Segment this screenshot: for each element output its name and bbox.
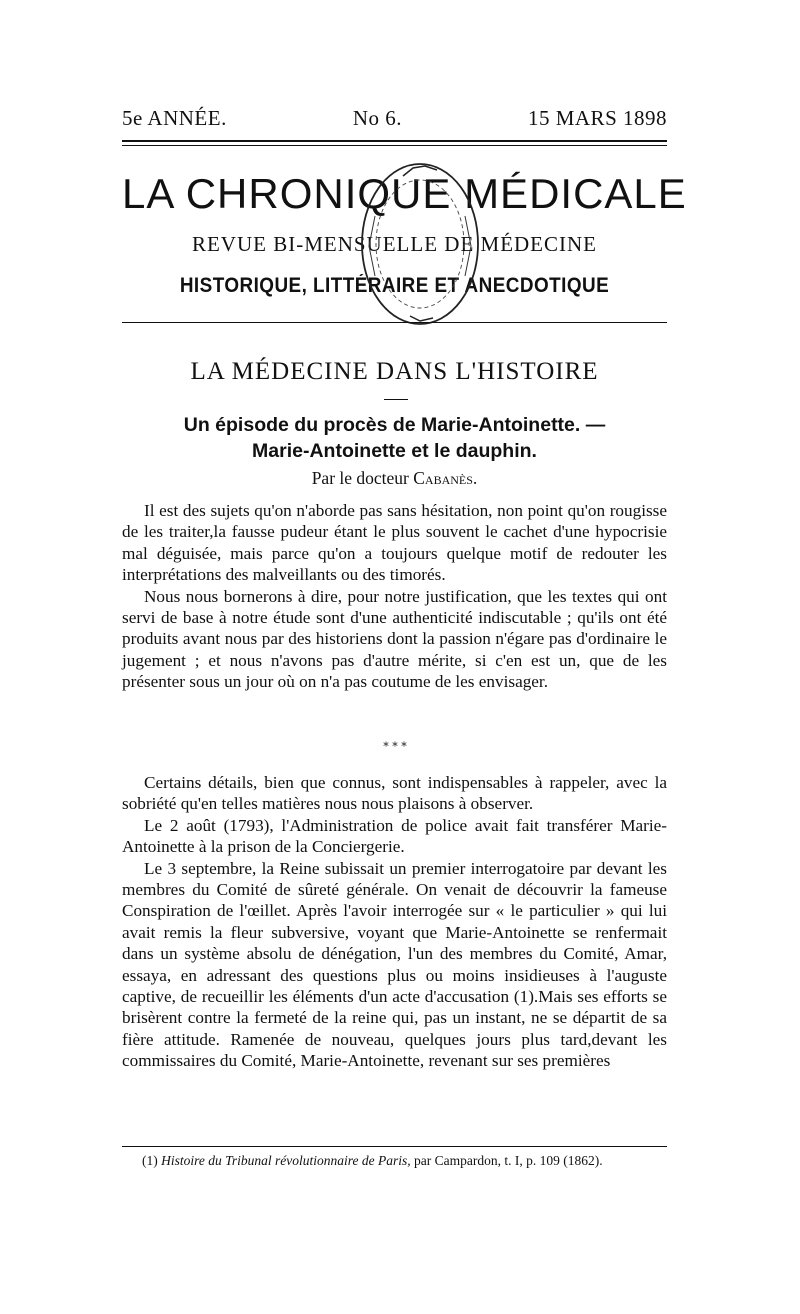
article-title bbox=[122, 412, 667, 464]
footnote-title: Histoire du Tribunal révolutionnaire de Paris, bbox=[161, 1153, 411, 1168]
footnote-rest: par Campardon, t. I, p. 109 (1862). bbox=[414, 1153, 603, 1168]
body-part-2 bbox=[122, 772, 667, 1072]
journal-subtitle-1: REVUE BI-MENSUELLE DE MÉDECINE bbox=[191, 232, 598, 256]
masthead-rule bbox=[122, 322, 667, 323]
byline bbox=[122, 468, 667, 489]
journal-title: LA CHRONIQUE MÉDICALE bbox=[122, 170, 687, 217]
footnote-marker: (1) bbox=[142, 1153, 158, 1168]
header-rule-top bbox=[122, 140, 667, 142]
body-part-1 bbox=[122, 500, 667, 693]
section-divider bbox=[384, 399, 408, 400]
paragraph: Le 2 août (1793), l'Administration de police avait fait transférer Marie-Antoinette à la prison de la Conciergerie. bbox=[122, 815, 667, 857]
footnote-rule bbox=[122, 1146, 667, 1147]
section-title: LA MÉDECINE DANS L'HISTOIRE bbox=[190, 358, 599, 385]
paragraph: Nous nous bornerons à dire, pour notre justification, que les textes qui ont servi de base à notre étude sont d'une authenticité indiscutable ; qu'ils ont été produits avant nous par des historiens dont la passion n'égare pas d'ordinaire le jugement ; et nous n'avons pas d'autre mérite, si c'en est un, que de les présenter sous un jour où on n'a pas coutume de les envisager. bbox=[122, 586, 667, 692]
paragraph: Il est des sujets qu'on n'aborde pas sans hésitation, non point qu'on rougisse de les traiter,la fausse pudeur étant le plus souvent le cachet d'une hypocrisie mal déguisée, mais parce qu'on a toujours quelque motif de redouter les interprétations des malveillants ou des timorés. bbox=[122, 501, 667, 585]
volume-year: 5e ANNÉE. bbox=[122, 106, 227, 130]
issue-date: 15 MARS 1898 bbox=[527, 106, 667, 130]
asterism-text: * * * bbox=[383, 740, 407, 753]
paragraph: Certains détails, bien que connus, sont indispensables à rappeler, avec la sobriété qu'en telles matières nous nous plaisons à observer. bbox=[122, 773, 667, 814]
byline-prefix: Par le docteur bbox=[311, 468, 409, 488]
running-head bbox=[122, 106, 667, 131]
byline-author: Cabanès. bbox=[413, 468, 478, 488]
journal-subtitle-2: HISTORIQUE, LITTÉRAIRE ET ANECDOTIQUE bbox=[179, 274, 610, 297]
article-title-line-1: Un épisode du procès de Marie-Antoinette. — bbox=[183, 414, 606, 436]
article-title-line-2: Marie-Antoinette et le dauphin. bbox=[252, 440, 537, 462]
issue-number: No 6. bbox=[352, 106, 402, 130]
paragraph: Le 3 septembre, la Reine subissait un premier interrogatoire par devant les membres du Comité de sûreté générale. On venait de découvrir la fameuse Conspiration de l'œillet. Après l'avoir interrogée sur « le particulier » qui lui avait remis la fleur subversive, voyant que Marie-Antoinette se renfermait dans un système absolu de dénégation, l'un des membres du Comité, Amar, essaya, en adressant des questions plus ou moins insidieuses à l'auguste captive, de recueillir les éléments d'un acte d'accusation (1).Mais ses efforts se brisèrent contre la fermeté de la reine qui, pas un instant, ne se départit de sa fière attitude. Ramenée de nouveau, quelques jours plus tard,devant les commissaires du Comité, Marie-Antoinette, revenant sur ses premières bbox=[122, 858, 667, 1071]
header-rule-bottom bbox=[122, 145, 667, 146]
library-stamp bbox=[355, 156, 485, 331]
asterism bbox=[370, 742, 420, 768]
footnote bbox=[122, 1152, 667, 1169]
